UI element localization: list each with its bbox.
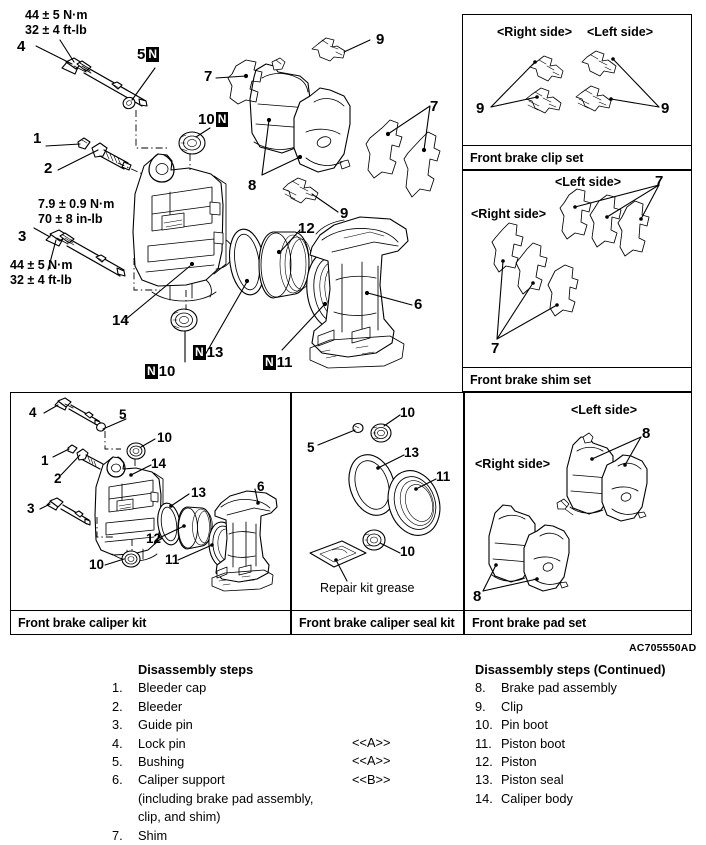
bushing-part	[121, 95, 137, 110]
callout-12: 12	[298, 220, 315, 237]
legend-item-label: Pin boot	[501, 717, 548, 733]
callout-2: 2	[44, 160, 53, 177]
callout-7-upper: 7	[204, 68, 213, 85]
main-exploded-artwork	[0, 0, 462, 392]
callout-6: 6	[414, 296, 423, 313]
callout-14: 14	[112, 312, 129, 329]
clip-set-leaders	[491, 57, 659, 107]
kit-callout-3: 3	[27, 501, 35, 516]
clip-left-upper	[582, 51, 616, 76]
pad-set-left-side-label: <Left side>	[571, 403, 637, 417]
kit-callout-14: 14	[151, 456, 167, 471]
kit-piston	[178, 507, 213, 549]
main-exploded-view	[0, 0, 462, 392]
legend-item	[112, 735, 392, 753]
kit-callout-10-upper: 10	[157, 430, 173, 445]
shim-left-2	[590, 195, 621, 247]
pad-set-right-side-label: <Right side>	[475, 457, 551, 471]
clip-set-callout-9-right: 9	[661, 100, 670, 117]
caliper-body-part	[133, 154, 233, 301]
legend-mark-lock-pin: <<A>>	[352, 735, 391, 750]
legend-item-number: 11.	[475, 735, 492, 751]
pin-boot-upper-part	[179, 132, 205, 154]
shim-b-part	[404, 132, 440, 197]
legend-item	[475, 698, 700, 716]
legend-item-label: Piston	[501, 754, 537, 770]
panel-caliper-seal-kit-caption: Front brake caliper seal kit	[292, 610, 463, 634]
kit-axis-lockpin	[105, 431, 121, 449]
legend-item-number: 6.	[112, 772, 123, 788]
legend-item-label: Bushing	[138, 754, 185, 770]
legend-item	[475, 679, 700, 697]
legend-mark-caliper-support: <<B>>	[352, 772, 391, 787]
shim-set-callout-7-top: 7	[655, 173, 664, 190]
panel-caliper-kit-art	[11, 393, 290, 612]
legend-item-number: 2.	[112, 698, 123, 714]
shim-right-3	[548, 265, 578, 316]
legend-item-label: (including brake pad assembly,	[138, 790, 314, 806]
callout-1: 1	[33, 130, 42, 147]
torque-bleeder: 7.9 ± 0.9 N·m 70 ± 8 in-lb	[38, 197, 115, 226]
kit-callout-2: 2	[54, 471, 62, 486]
kit-callout-11: 11	[165, 552, 180, 567]
panel-clip-set-art	[463, 15, 691, 147]
legend-item-number	[112, 808, 138, 826]
kit-pin-boot-lower	[122, 551, 140, 567]
kit-bleeder	[77, 449, 103, 469]
callout-11: N 11	[265, 354, 293, 371]
lock-pin-part	[62, 58, 147, 106]
n-marker-icon: N	[148, 47, 158, 61]
repair-kit-grease-label: Repair kit grease	[320, 581, 415, 595]
torque-lock-pin: 44 ± 5 N·m 32 ± 4 ft-lb	[25, 8, 88, 37]
seal-callout-11: 11	[436, 469, 451, 484]
kit-pin-boot-upper	[127, 443, 145, 459]
shim-left-3	[618, 201, 649, 256]
legend-item	[112, 771, 392, 789]
legend-item-label: Caliper support	[138, 772, 225, 788]
legend-item-label: Bleeder cap	[138, 680, 207, 696]
kit-callout-13: 13	[191, 485, 207, 500]
legend-mark-bushing: <<A>>	[352, 753, 391, 768]
shim-right-1	[492, 223, 523, 272]
callout-3: 3	[18, 228, 27, 245]
pin-boot-lower-part	[171, 309, 197, 331]
seal-callout-10-lower: 10	[400, 544, 416, 559]
n-marker-icon: N	[195, 345, 204, 359]
shim-left-part	[228, 60, 262, 104]
legend-item-label: clip, and shim)	[138, 809, 221, 825]
pad-set-callout-8-top: 8	[642, 425, 651, 442]
legend-item-number: 14.	[475, 790, 493, 806]
legend-item-label: Brake pad assembly	[501, 680, 617, 696]
legend-item-label: Bleeder	[138, 698, 183, 714]
callout-7-right: 7	[430, 98, 439, 115]
seal-pin-boot-upper	[371, 424, 391, 442]
torque-guide-pin: 44 ± 5 N·m 32 ± 4 ft-lb	[10, 258, 73, 287]
legend-item-number: 10.	[475, 717, 493, 733]
legend-item-number: 3.	[112, 717, 123, 733]
legend-item-continuation	[112, 790, 392, 808]
legend-item-number: 4.	[112, 735, 123, 751]
seal-pin-boot-lower	[363, 530, 385, 550]
kit-callout-10-lower: 10	[89, 557, 105, 572]
callout-9-lower: 9	[340, 205, 349, 222]
legend-item-label: Lock pin	[138, 735, 186, 751]
panel-shim-set	[462, 170, 692, 392]
brake-pad-inner-part	[294, 88, 350, 172]
panel-caliper-kit	[10, 392, 291, 635]
callout-10-lower: N 10	[147, 363, 176, 380]
clip-upper-part	[312, 38, 345, 61]
legend-item-number: 9.	[475, 698, 486, 714]
clip-right-upper	[530, 56, 563, 81]
assembly-axis-lockpin	[136, 110, 170, 148]
seal-callout-10-upper: 10	[400, 405, 416, 420]
panel-shim-set-caption: Front brake shim set	[463, 367, 691, 391]
seal-callout-5: 5	[307, 440, 315, 455]
clip-lower-part	[283, 178, 318, 203]
legend-item	[112, 716, 392, 734]
callout-4: 4	[17, 38, 26, 55]
legend-right	[475, 661, 700, 808]
legend-item	[475, 753, 700, 771]
panel-caliper-kit-caption: Front brake caliper kit	[11, 610, 290, 634]
kit-guide-pin	[47, 498, 90, 525]
legend-item-label: Guide pin	[138, 717, 193, 733]
clip-left-lower	[576, 86, 611, 111]
shim-set-right-side-label: <Right side>	[471, 207, 547, 221]
legend-item-number: 7.	[112, 827, 123, 843]
legend-item-number: 12.	[475, 754, 493, 770]
legend-item-number: 5.	[112, 754, 123, 770]
legend-item	[475, 771, 700, 789]
kit-callout-4: 4	[29, 405, 37, 420]
legend-item-number: 8.	[475, 680, 486, 696]
panel-clip-set-caption: Front brake clip set	[463, 145, 691, 169]
legend-item-label: Piston boot	[501, 735, 566, 751]
callout-9-upper: 9	[376, 31, 385, 48]
kit-callout-5: 5	[119, 407, 127, 422]
legend-item	[475, 735, 700, 753]
drawing-code: AC705550AD	[629, 642, 697, 654]
panel-pad-set-caption: Front brake pad set	[465, 610, 691, 634]
legend-item	[112, 827, 392, 845]
pad-right-inner	[524, 499, 573, 591]
legend-item-continuation	[112, 808, 392, 826]
panel-pad-set-art	[465, 393, 691, 612]
seal-callout-13: 13	[404, 445, 420, 460]
n-marker-icon: N	[217, 112, 227, 126]
panel-caliper-seal-kit-art	[292, 393, 463, 612]
piston-part	[259, 232, 312, 298]
legend-item-number: 1.	[112, 680, 123, 696]
legend-right-title: Disassembly steps (Continued)	[475, 662, 666, 677]
legend-left	[112, 661, 392, 845]
shim-set-callout-7-bottom: 7	[491, 340, 500, 357]
legend-item	[475, 790, 700, 808]
clip-right-lower	[526, 88, 561, 113]
clip-set-left-side-label: <Left side>	[587, 25, 653, 39]
clip-set-callout-9-left: 9	[476, 100, 485, 117]
shim-left-1	[560, 189, 591, 239]
kit-callout-6: 6	[257, 479, 265, 494]
n-marker-icon: N	[265, 355, 274, 369]
clip-set-right-side-label: <Right side>	[497, 25, 573, 39]
callout-8: 8	[248, 177, 257, 194]
kit-callout-12: 12	[146, 531, 162, 546]
seal-bushing	[353, 424, 363, 433]
legend-item-number: 13.	[475, 772, 493, 788]
kit-callout-1: 1	[41, 453, 49, 468]
legend-item	[112, 679, 392, 697]
callout-5: 5 N	[137, 46, 158, 63]
kit-lock-pin	[55, 398, 107, 433]
bleeder-part	[92, 143, 131, 170]
legend-item	[112, 698, 392, 716]
panel-pad-set	[464, 392, 692, 635]
legend-item-label: Piston seal	[501, 772, 564, 788]
legend-item-label: Shim	[138, 827, 168, 843]
legend-item-label: Caliper body	[501, 790, 573, 806]
n-marker-icon: N	[147, 364, 156, 378]
panel-shim-set-art	[463, 171, 691, 369]
legend-item	[112, 753, 392, 771]
callout-13: N 13	[195, 344, 224, 361]
shim-set-left-side-label: <Left side>	[555, 175, 621, 189]
legend-left-title: Disassembly steps	[138, 662, 254, 677]
legend-item	[475, 716, 700, 734]
panel-clip-set	[462, 14, 692, 170]
legend-item-number	[112, 790, 138, 808]
callout-10-upper: 10 N	[198, 111, 227, 128]
pad-set-callout-8-bottom: 8	[473, 588, 482, 605]
panel-caliper-seal-kit	[291, 392, 464, 635]
legend-item-label: Clip	[501, 698, 524, 714]
